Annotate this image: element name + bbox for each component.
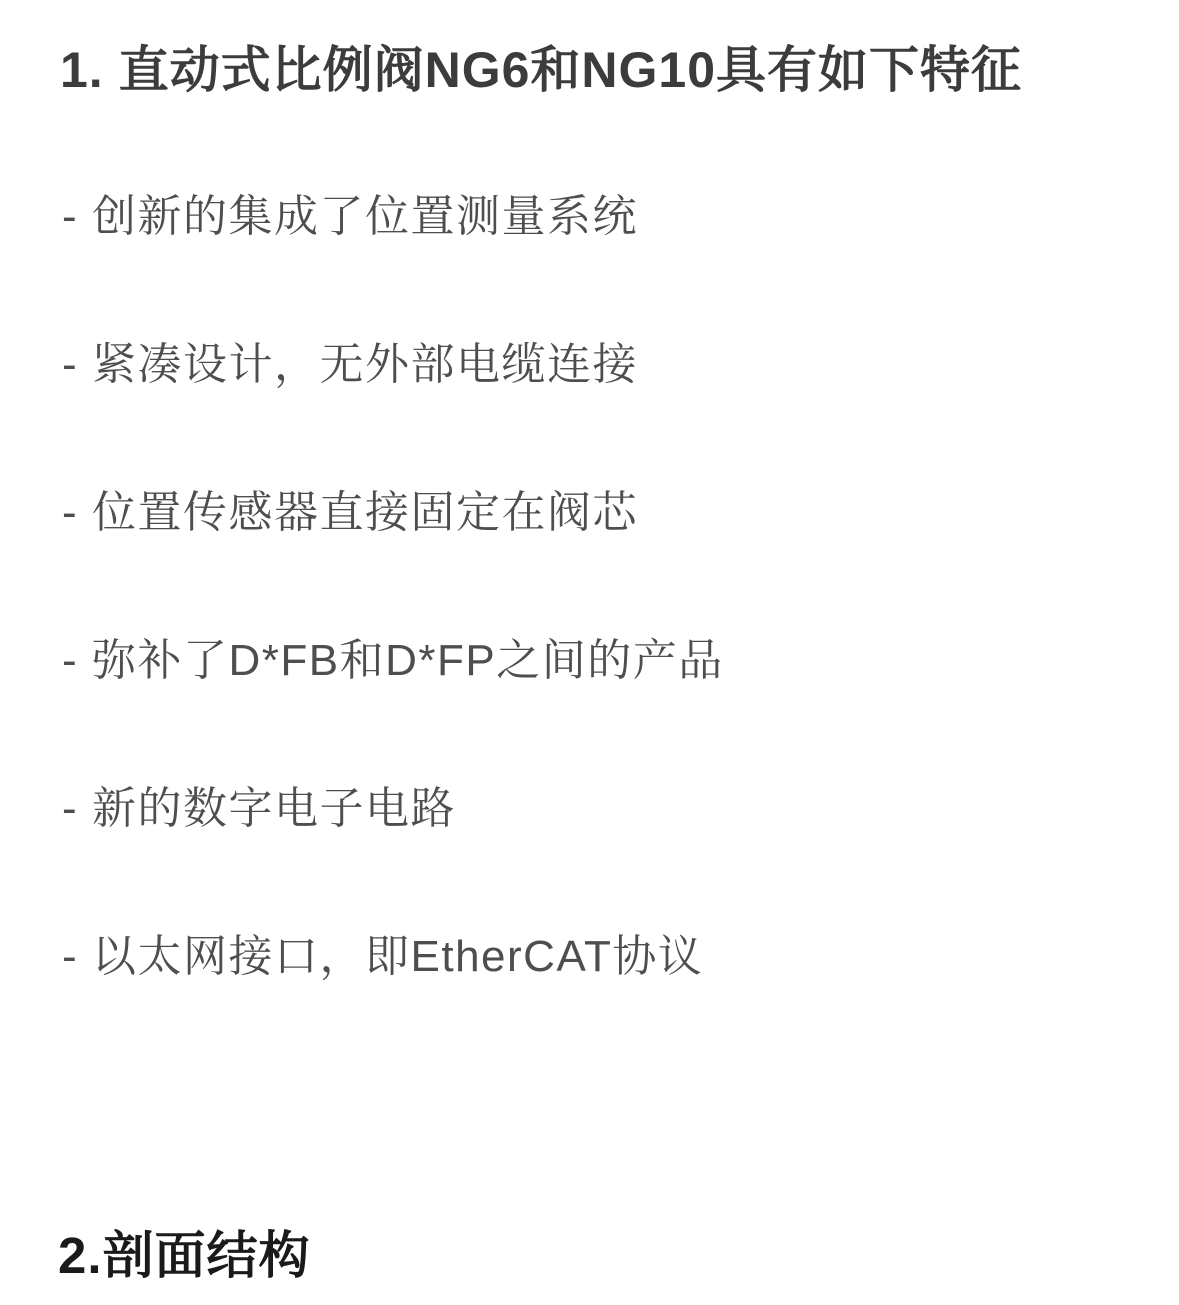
section-1-heading: 1. 直动式比例阀NG6和NG10具有如下特征 [60,42,1023,98]
list-item [62,490,1179,536]
list-item [62,786,1179,832]
bullet-text: 以太网接口，即EtherCAT协议 [92,932,704,981]
section-2-heading: 2.剖面结构 [58,1227,311,1284]
bullet-text: 紧凑设计，无外部电缆连接 [92,340,638,389]
bullet-dash: - [62,636,79,685]
list-item [62,194,1179,240]
bullet-text: 创新的集成了位置测量系统 [92,192,638,241]
feature-list [0,194,1179,980]
bullet-text: 弥补了D*FB和D*FP之间的产品 [92,636,724,685]
bullet-text: 位置传感器直接固定在阀芯 [92,488,638,537]
bullet-text: 新的数字电子电路 [92,784,456,833]
list-item [62,934,1179,980]
list-item [62,342,1179,388]
bullet-dash: - [62,932,79,981]
bullet-dash: - [62,192,79,241]
bullet-dash: - [62,488,79,537]
list-item [62,638,1179,684]
bullet-dash: - [62,784,79,833]
bullet-dash: - [62,340,79,389]
